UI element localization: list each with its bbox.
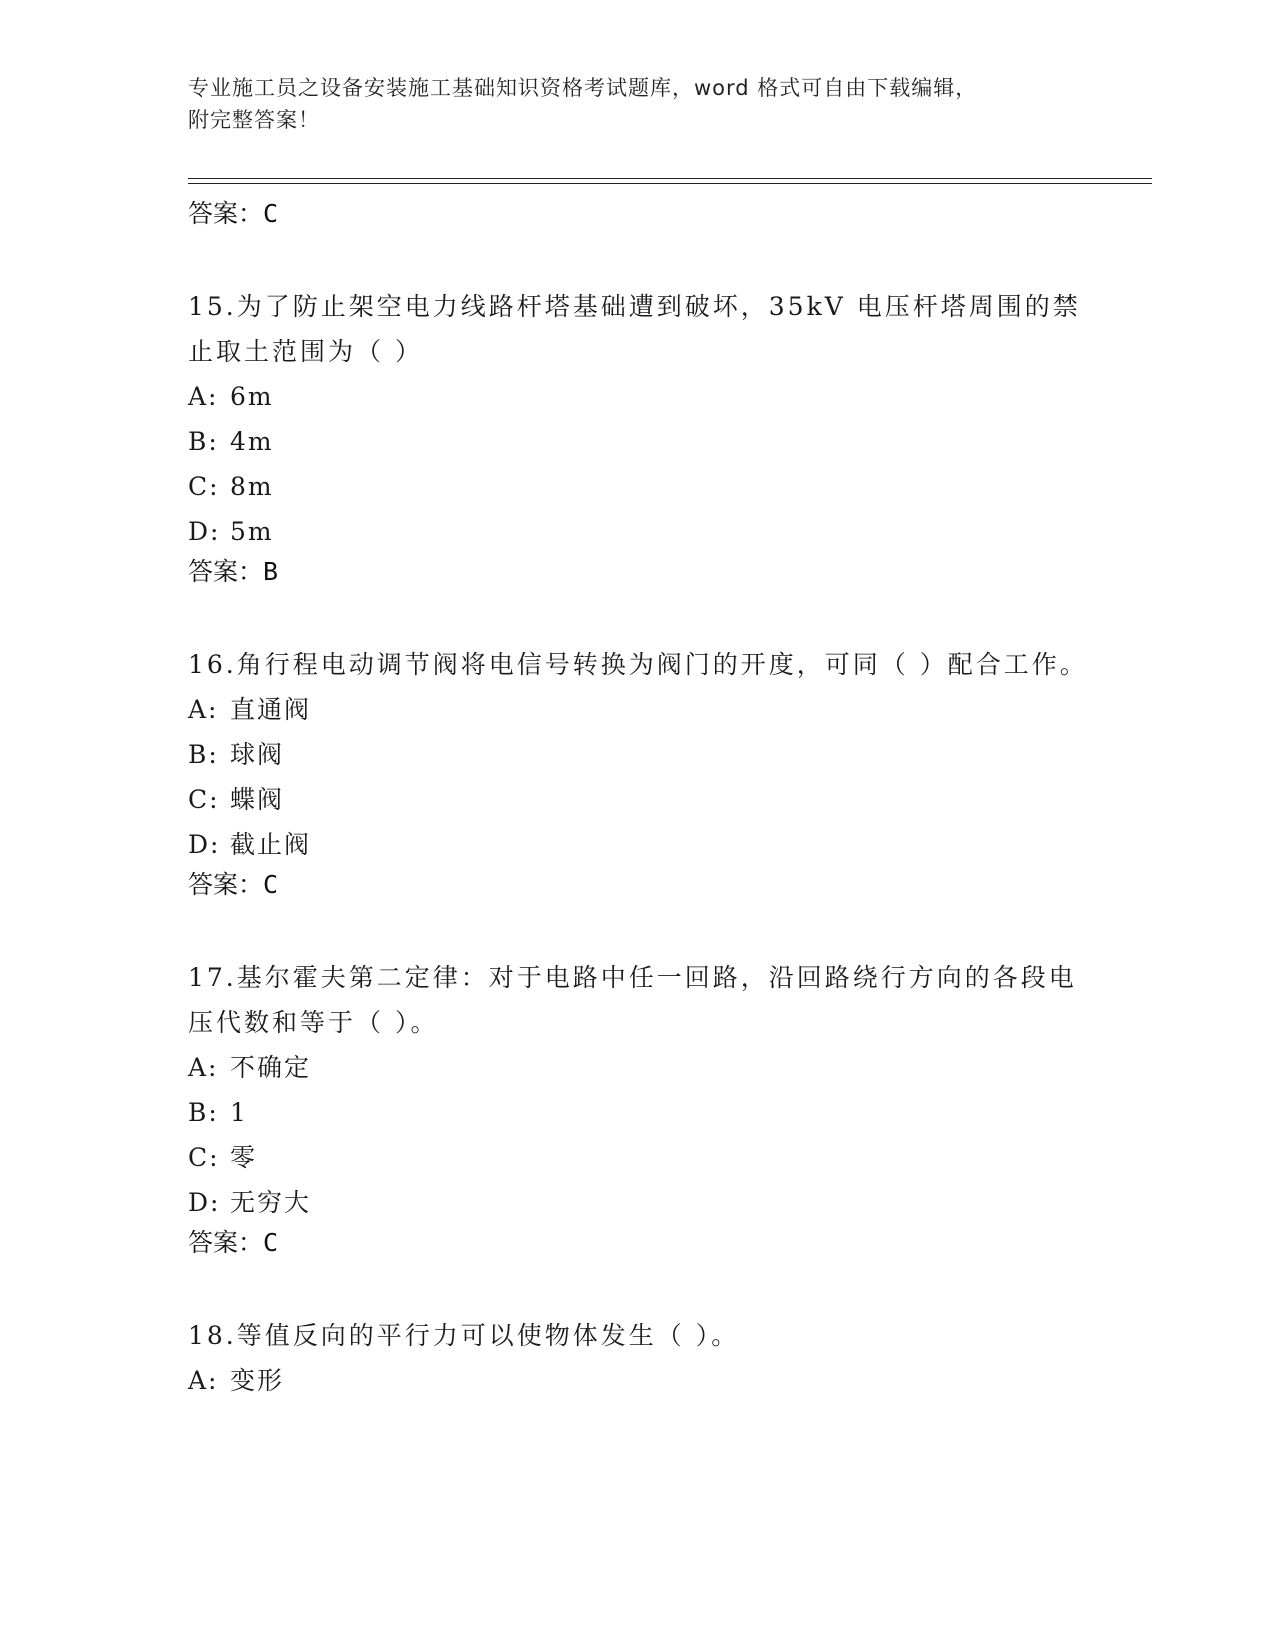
option-key: B:: [188, 1098, 219, 1127]
option-c: [188, 777, 1088, 822]
answer-label: 答案：: [188, 557, 264, 586]
answer-value: C: [263, 870, 279, 899]
option-key: A:: [188, 382, 219, 411]
option-c: [188, 464, 1088, 509]
answer-value: B: [263, 557, 279, 586]
question-stem: 18.等值反向的平行力可以使物体发生（ ）。: [188, 1321, 740, 1350]
header-line-2: 附完整答案！: [188, 108, 320, 132]
answer-label: 答案：: [188, 870, 264, 899]
previous-answer: [188, 192, 1088, 232]
question-list: [188, 192, 1088, 1403]
answer-label: 答案：: [188, 1228, 264, 1257]
option-text: 截止阀: [230, 830, 312, 859]
answer-value: C: [263, 1228, 279, 1257]
option-b: [188, 732, 1088, 777]
question-stem: 15.为了防止架空电力线路杆塔基础遭到破坏，35kV 电压杆塔周围的禁止取土范围为（ ）: [188, 292, 1081, 366]
question-stem: 17.基尔霍夫第二定律：对于电路中任一回路，沿回路绕行方向的各段电压代数和等于（ ）。: [188, 963, 1077, 1037]
option-text: 蝶阀: [230, 785, 285, 814]
option-key: B:: [188, 740, 219, 769]
option-a: [188, 687, 1088, 732]
header-line-1: 专业施工员之设备安装施工基础知识资格考试题库，word 格式可自由下载编辑，: [188, 76, 978, 100]
option-b: [188, 419, 1088, 464]
option-key: A:: [188, 1053, 219, 1082]
option-text: 变形: [230, 1366, 285, 1395]
option-key: D:: [188, 1188, 221, 1217]
option-text: 无穷大: [230, 1188, 312, 1217]
option-d: [188, 1180, 1088, 1225]
option-key: A:: [188, 1366, 219, 1395]
option-key: C:: [188, 472, 220, 501]
option-key: D:: [188, 830, 221, 859]
answer-line: [188, 867, 1088, 903]
question-15: [188, 284, 1088, 590]
header-divider-top: [188, 178, 1152, 179]
option-d: [188, 509, 1088, 554]
option-c: [188, 1135, 1088, 1180]
option-text: 8m: [230, 472, 274, 501]
option-text: 不确定: [230, 1053, 312, 1082]
option-key: C:: [188, 1143, 220, 1172]
option-a: [188, 1358, 1088, 1403]
document-header: [188, 72, 1088, 136]
option-key: C:: [188, 785, 220, 814]
option-a: [188, 1045, 1088, 1090]
option-key: D:: [188, 517, 221, 546]
header-divider-bottom: [188, 183, 1152, 184]
option-a: [188, 374, 1088, 419]
option-text: 4m: [230, 427, 274, 456]
option-text: 1: [230, 1098, 248, 1127]
question-16: [188, 642, 1088, 903]
answer-value: C: [263, 199, 279, 228]
answer-line: [188, 554, 1088, 590]
answer-line: [188, 1225, 1088, 1261]
option-text: 直通阀: [230, 695, 312, 724]
question-17: [188, 955, 1088, 1261]
option-b: [188, 1090, 1088, 1135]
option-text: 5m: [230, 517, 274, 546]
question-18: [188, 1313, 1088, 1403]
option-text: 球阀: [230, 740, 285, 769]
option-key: A:: [188, 695, 219, 724]
question-stem: 16.角行程电动调节阀将电信号转换为阀门的开度，可同（ ）配合工作。: [188, 650, 1088, 679]
option-key: B:: [188, 427, 219, 456]
option-text: 零: [230, 1143, 258, 1172]
option-d: [188, 822, 1088, 867]
answer-label: 答案：: [188, 199, 264, 228]
option-text: 6m: [230, 382, 274, 411]
